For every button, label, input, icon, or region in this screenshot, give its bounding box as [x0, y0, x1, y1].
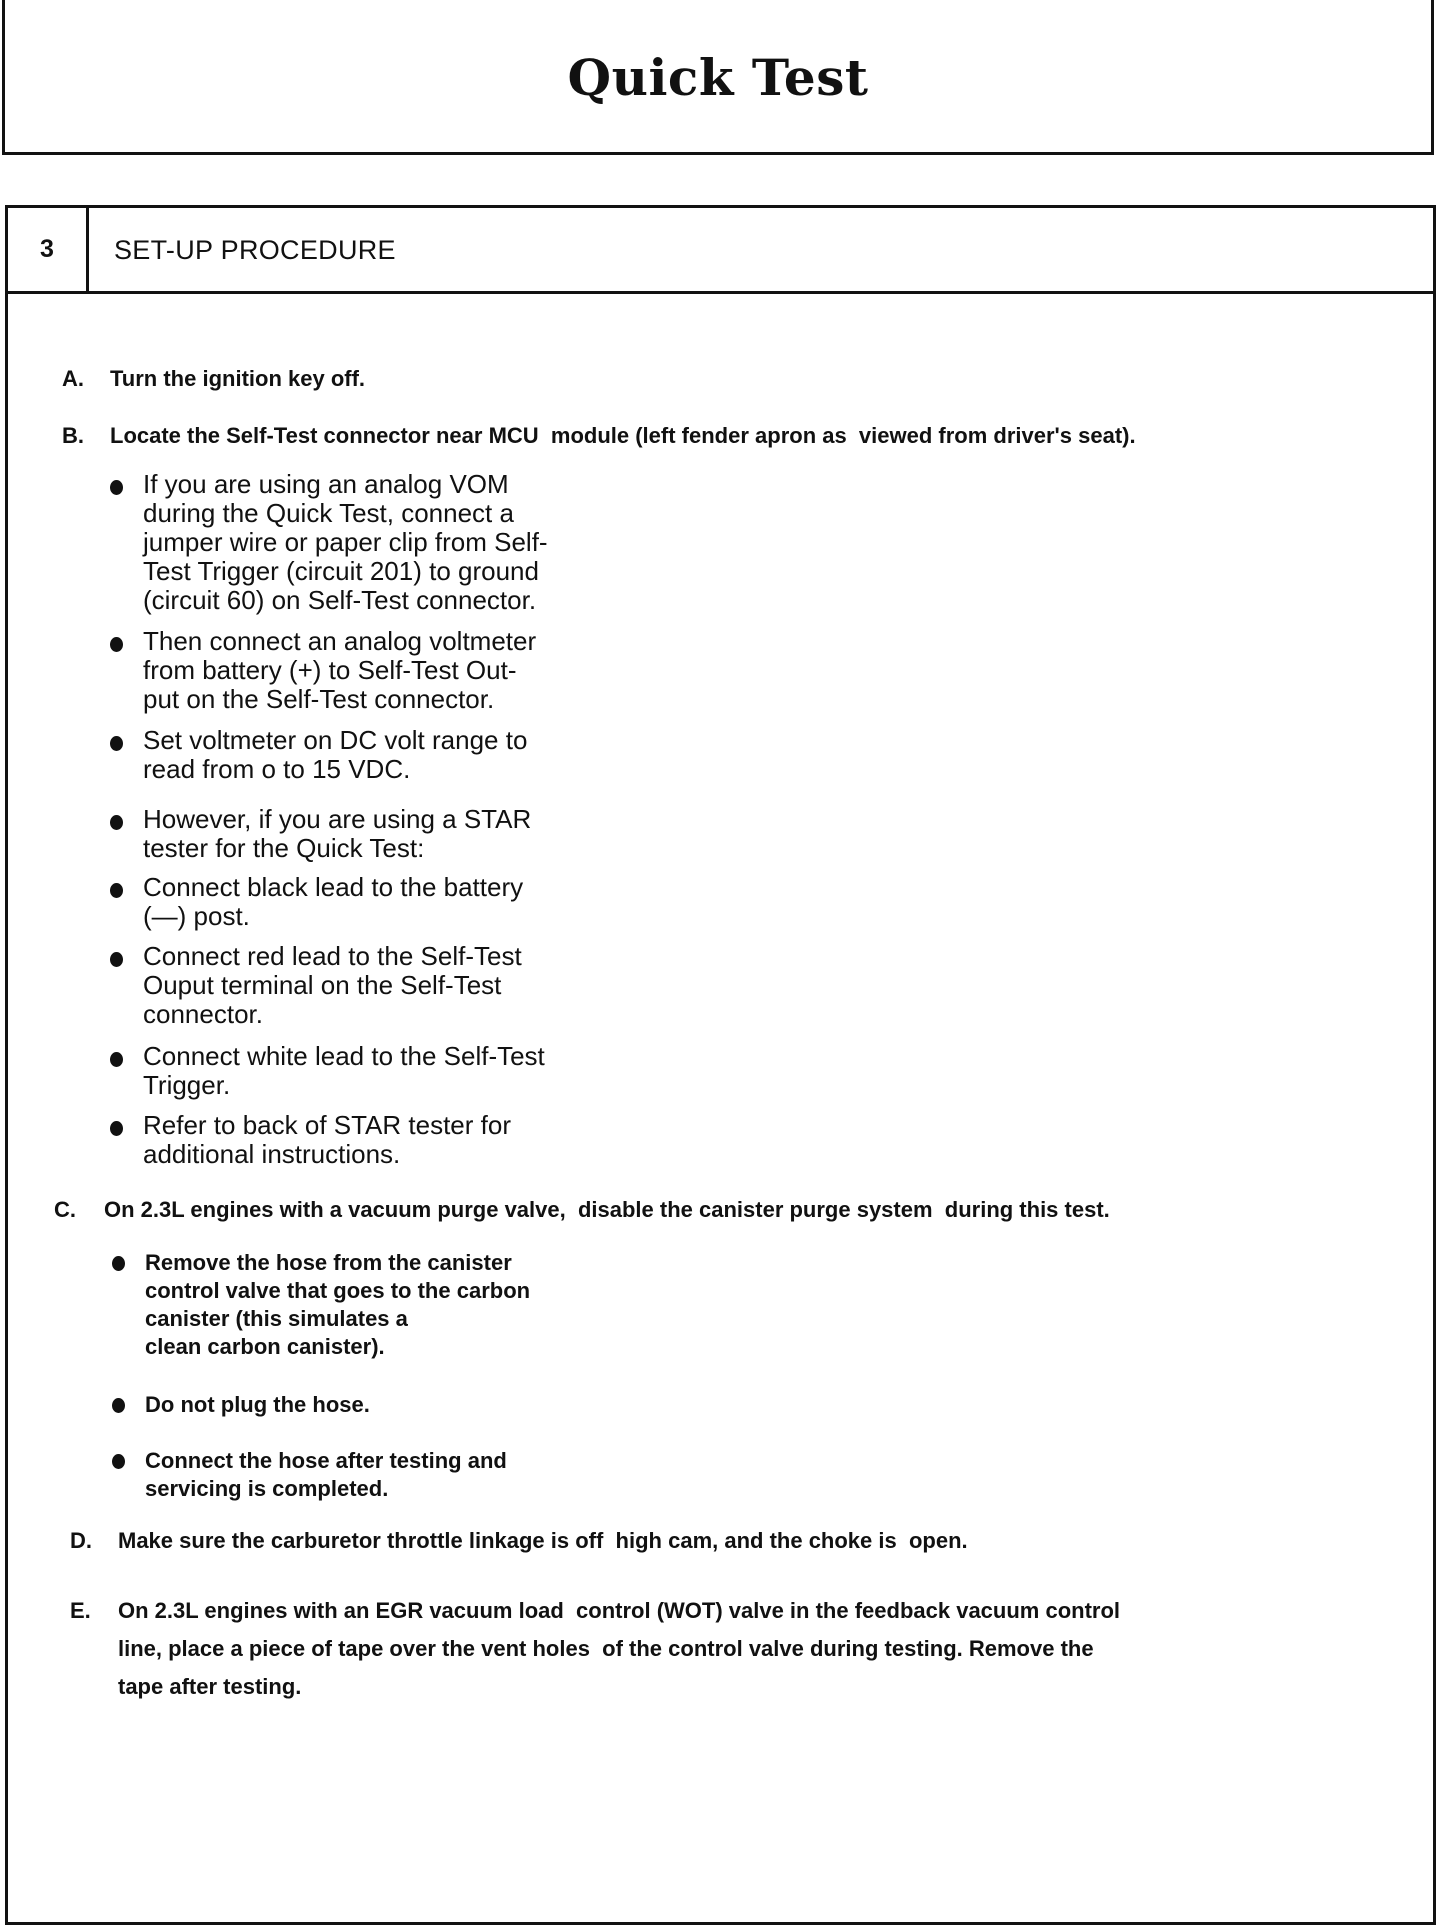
bullet-line: Connect red lead to the Self-Test [143, 941, 522, 971]
bullet-line: read from o to 15 VDC. [143, 754, 411, 784]
bullet-line: during the Quick Test, connect a [143, 498, 514, 528]
bullet-line: (circuit 60) on Self-Test connector. [143, 585, 537, 615]
step-number: 3 [8, 208, 89, 291]
bullet-line: Remove the hose from the canister [145, 1250, 512, 1275]
bullet-icon [110, 736, 123, 751]
step-e-line: tape after testing. [118, 1674, 302, 1699]
step-d-text: Make sure the carburetor throttle linkage is off high cam, and the choke is open. [118, 1528, 968, 1553]
bullet-icon [110, 952, 123, 967]
bullet-icon [110, 480, 123, 495]
bullet-line: servicing is completed. [145, 1476, 389, 1501]
bullet-icon [110, 1121, 123, 1136]
bullet-line: connector. [143, 999, 263, 1029]
bullet-icon [112, 1454, 125, 1469]
step-e-line: line, place a piece of tape over the vent holes of the control valve during testing. Remove the [118, 1636, 1094, 1661]
step-b-letter: B. [62, 423, 84, 448]
bullet-line: Connect white lead to the Self-Test [143, 1041, 545, 1071]
bullet-line: Connect black lead to the battery [143, 872, 524, 902]
bullet-line: Do not plug the hose. [145, 1392, 370, 1417]
bullet-line: Ouput terminal on the Self-Test [143, 970, 502, 1000]
bullet-icon [110, 883, 123, 898]
bullet-line: Connect the hose after testing and [145, 1448, 507, 1473]
bullet-line: Set voltmeter on DC volt range to [143, 725, 528, 755]
bullet-icon [110, 1052, 123, 1067]
bullet-line: (—) post. [143, 901, 250, 931]
section-title: SET-UP PROCEDURE [114, 235, 396, 265]
bullet-line: jumper wire or paper clip from Self- [143, 527, 548, 557]
bullet-line: canister (this simulates a [145, 1306, 408, 1331]
step-d-letter: D. [70, 1528, 92, 1553]
step-e-letter: E. [70, 1598, 91, 1623]
bullet-line: If you are using an analog VOM [143, 469, 509, 499]
bullet-icon [112, 1256, 125, 1271]
page-title: Quick Test [567, 48, 869, 107]
bullet-line: However, if you are using a STAR [143, 804, 532, 834]
section-header [8, 208, 1433, 294]
bullet-line: Then connect an analog voltmeter [143, 626, 537, 656]
bullet-line: from battery (+) to Self-Test Out- [143, 655, 517, 685]
bullet-line: Trigger. [143, 1070, 231, 1100]
bullet-line: Test Trigger (circuit 201) to ground [143, 556, 539, 586]
step-a-text: Turn the ignition key off. [110, 366, 366, 391]
step-c-text: On 2.3L engines with a vacuum purge valve, disable the canister purge system during this test. [104, 1197, 1110, 1222]
bullet-icon [110, 637, 123, 652]
bullet-line: Refer to back of STAR tester for [143, 1110, 511, 1140]
bullet-line: tester for the Quick Test: [143, 833, 425, 863]
title-box [2, 0, 1434, 155]
step-e-line: On 2.3L engines with an EGR vacuum load control (WOT) valve in the feedback vacuum control [118, 1598, 1121, 1623]
step-b-text: Locate the Self-Test connector near MCU module (left fender apron as viewed from driver's seat). [110, 423, 1136, 448]
bullet-line: additional instructions. [143, 1139, 401, 1169]
bullet-icon [110, 815, 123, 830]
bullet-line: clean carbon canister). [145, 1334, 385, 1359]
bullet-icon [112, 1398, 125, 1413]
bullet-line: control valve that goes to the carbon [145, 1278, 531, 1303]
bullet-line: put on the Self-Test connector. [143, 684, 495, 714]
step-a-letter: A. [62, 366, 84, 391]
step-c-letter: C. [54, 1197, 76, 1222]
